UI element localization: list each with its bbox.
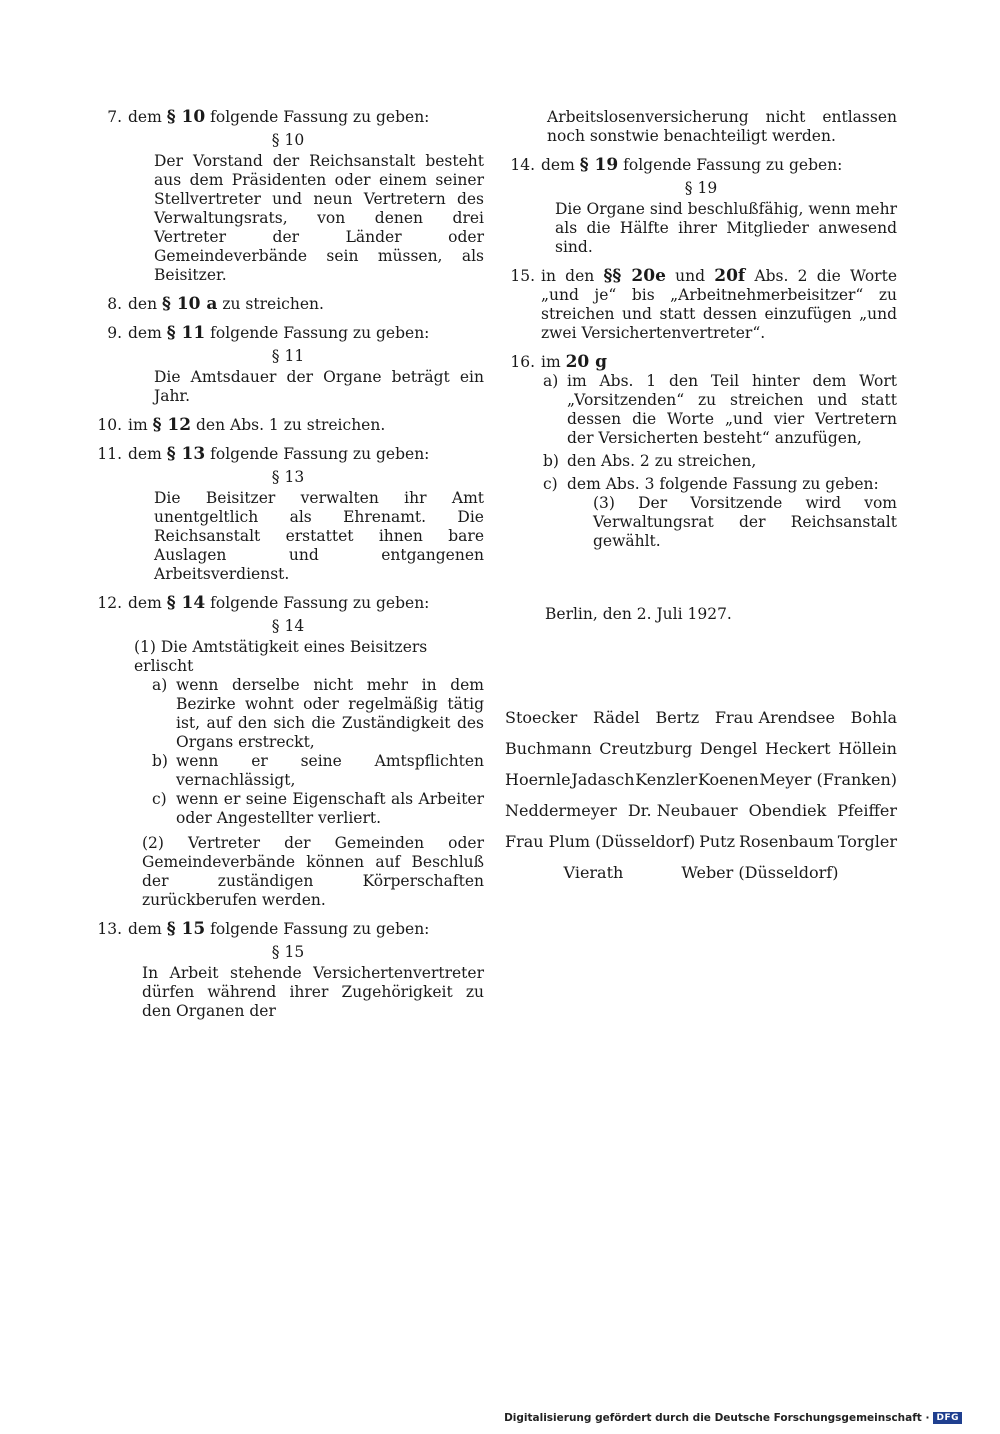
signature-name: Torgler — [837, 832, 897, 851]
heading-pre: dem — [128, 594, 162, 612]
item-16 — [505, 353, 897, 551]
paragraph-ref: § 19 — [579, 155, 619, 175]
sub-text: dem Abs. 3 folgende Fassung zu geben: — [567, 475, 879, 493]
heading-post: den Abs. 1 zu streichen. — [196, 416, 386, 434]
signature-name: Frau Arendsee — [714, 708, 835, 727]
signature-row — [505, 770, 897, 789]
item-13-heading — [92, 920, 484, 939]
heading-post: folgende Fassung zu geben: — [623, 156, 843, 174]
item-number: 14. — [510, 156, 535, 174]
item-number: 7. — [107, 108, 122, 126]
item-number: 10. — [97, 416, 122, 434]
signature-name: Neddermeyer — [505, 801, 617, 820]
paragraph-ref: §§ 20e — [603, 266, 666, 286]
paragraph-ref: § 10 — [166, 107, 206, 127]
sub-item-a — [543, 372, 897, 448]
sub-text: im Abs. 1 den Teil hinter dem Wort „Vorsitzenden“ zu streichen und statt dessen die Worte „und vier Vertretern der Versicherten besteht“ anzufügen, — [567, 372, 897, 447]
absatz-1: (1) Die Amtstätigkeit eines Beisitzers erlischt — [134, 638, 428, 675]
paragraph-ref: § 13 — [166, 444, 206, 464]
signature-block — [505, 708, 897, 882]
heading-post: folgende Fassung zu geben: — [210, 445, 430, 463]
footer-credit — [504, 1412, 962, 1424]
item-number: 9. — [107, 324, 122, 342]
place-date: Berlin, den 2. Juli 1927. — [545, 605, 732, 623]
item-number: 15. — [510, 267, 535, 285]
signature-name: Dr. Neubauer — [627, 801, 738, 820]
item-9-heading — [92, 324, 484, 343]
paragraph-ref: § 10 a — [162, 294, 218, 314]
heading-pre: im — [128, 416, 148, 434]
sub-letter: a) — [152, 676, 168, 694]
sub-letter: a) — [543, 372, 559, 390]
heading-post: folgende Fassung zu geben: — [210, 920, 430, 938]
heading-mid: und — [675, 267, 706, 285]
absatz-3-text: (3) Der Vorsitzende wird vom Verwaltungsrat der Reichsanstalt gewählt. — [593, 494, 897, 550]
paragraph-title: § 19 — [684, 179, 718, 197]
signature-name: Vierath — [563, 863, 624, 882]
item-number: 8. — [107, 295, 122, 313]
signature-name: Bohla — [850, 708, 897, 727]
item-12-heading — [92, 594, 484, 613]
signature-name: Jadasch — [571, 770, 635, 789]
paragraph-title: § 13 — [271, 468, 305, 486]
item-15-text — [541, 267, 897, 343]
sub-text: den Abs. 2 zu streichen, — [567, 452, 757, 470]
item-7-heading — [92, 108, 484, 127]
item-number: 16. — [510, 353, 535, 371]
paragraph-body: Die Amtsdauer der Organe beträgt ein Jahr. — [154, 368, 484, 405]
paragraph-ref: § 15 — [166, 919, 206, 939]
signature-name: Pfeiffer — [837, 801, 897, 820]
signature-row — [505, 801, 897, 820]
signature-name: Frau Plum (Düsseldorf) — [505, 832, 696, 851]
item-11 — [92, 445, 484, 584]
paragraph-title: § 14 — [271, 617, 305, 635]
item-14 — [505, 156, 897, 257]
signature-name: Creutzburg — [599, 739, 693, 758]
heading-pre: dem — [128, 920, 162, 938]
signature-name: Bertz — [655, 708, 700, 727]
sub-text: wenn er seine Amtspflichten vernachlässigt, — [176, 752, 484, 789]
signature-row — [505, 708, 897, 727]
sub-item-b — [543, 452, 897, 471]
item-8-heading — [92, 295, 484, 314]
item-16-heading — [505, 353, 897, 372]
heading-pre: dem — [128, 445, 162, 463]
sub-item-c — [152, 790, 484, 828]
item-10 — [92, 416, 484, 435]
paragraph-ref: § 11 — [166, 323, 206, 343]
signature-name: Putz — [699, 832, 736, 851]
signature-name: Heckert — [764, 739, 831, 758]
paragraph-body: Die Organe sind beschlußfähig, wenn mehr als die Hälfte ihrer Mitglieder anwesend sind. — [555, 200, 897, 256]
signature-name: Rosenbaum — [738, 832, 834, 851]
paragraph-ref-2: 20f — [714, 266, 746, 286]
heading-pre: dem — [128, 324, 162, 342]
signature-name: Kenzler — [635, 770, 698, 789]
item-7 — [92, 108, 484, 285]
item-number: 12. — [97, 594, 122, 612]
left-column — [92, 108, 484, 1031]
paragraph-ref: 20 g — [565, 352, 608, 372]
right-column — [505, 108, 897, 894]
paragraph-body: In Arbeit stehende Versichertenvertreter dürfen während ihrer Zugehörigkeit zu den Organen der — [142, 964, 484, 1020]
paragraph-title: § 11 — [271, 347, 305, 365]
item-number: 11. — [97, 445, 122, 463]
heading-post: folgende Fassung zu geben: — [210, 324, 430, 342]
sub-item-a — [152, 676, 484, 752]
sub-item-b — [152, 752, 484, 790]
sub-letter: b) — [543, 452, 559, 470]
sub-letter: c) — [543, 475, 558, 493]
paragraph-title: § 10 — [271, 131, 305, 149]
sub-text: wenn er seine Eigenschaft als Arbeiter oder Angestellter verliert. — [176, 790, 484, 827]
sub-letter: b) — [152, 752, 168, 770]
signature-name: Weber (Düsseldorf) — [681, 863, 839, 882]
heading-pre: im — [541, 353, 561, 371]
signature-row — [505, 739, 897, 758]
heading-pre: dem — [541, 156, 575, 174]
item-9 — [92, 324, 484, 406]
signature-name: Koenen — [697, 770, 759, 789]
signature-name: Meyer (Franken) — [759, 770, 897, 789]
item-number: 13. — [97, 920, 122, 938]
item-15-heading — [505, 267, 897, 343]
heading-pre: in den — [541, 267, 595, 285]
item-13 — [92, 920, 484, 1021]
heading-pre: dem — [128, 108, 162, 126]
heading-pre: den — [128, 295, 158, 313]
heading-post: folgende Fassung zu geben: — [210, 108, 430, 126]
signature-row — [505, 863, 897, 882]
signature-name: Obendiek — [748, 801, 827, 820]
heading-post: Abs. 2 die Worte „und je“ bis „Arbeitnehmerbeisitzer“ zu streichen und statt dessen einzufügen „und zwei Versichertenvertreter“. — [541, 267, 897, 342]
sub-letter: c) — [152, 790, 167, 808]
signature-name: Buchmann — [505, 739, 592, 758]
item-12 — [92, 594, 484, 910]
item-10-heading — [92, 416, 484, 435]
signature-name: Rädel — [592, 708, 640, 727]
signature-name: Stoecker — [505, 708, 578, 727]
heading-post: folgende Fassung zu geben: — [210, 594, 430, 612]
sub-text: wenn derselbe nicht mehr in dem Bezirke wohnt oder regelmäßig tätig ist, auf den sich die Zuständigkeit des Organs erstreckt, — [176, 676, 484, 751]
paragraph-body: Die Beisitzer verwalten ihr Amt unentgeltlich als Ehrenamt. Die Reichsanstalt erstattet ihnen bare Auslagen und entgangenen Arbeitsverdienst. — [154, 489, 484, 583]
item-8 — [92, 295, 484, 314]
sub-item-c — [543, 475, 897, 494]
footer-text: Digitalisierung gefördert durch die Deutsche Forschungsgemeinschaft · — [504, 1412, 930, 1424]
continued-text: Arbeitslosenversicherung nicht entlassen noch sonstwie benachteiligt werden. — [547, 108, 897, 145]
paragraph-ref: § 14 — [166, 593, 206, 613]
item-11-heading — [92, 445, 484, 464]
heading-post: zu streichen. — [222, 295, 324, 313]
item-15 — [505, 267, 897, 343]
paragraph-title: § 15 — [271, 943, 305, 961]
signature-name: Dengel — [699, 739, 758, 758]
item-14-heading — [505, 156, 897, 175]
paragraph-ref: § 12 — [152, 415, 192, 435]
paragraph-body: Der Vorstand der Reichsanstalt besteht aus dem Präsidenten oder einem seiner Stellvertreter und neun Vertretern des Verwaltungsrats, von denen drei Vertreter der Länder oder Gemeindeverbände sein müssen, als Beisitzer. — [154, 152, 484, 284]
signature-name: Höllein — [838, 739, 897, 758]
signature-row — [505, 832, 897, 851]
dfg-logo-icon: DFG — [933, 1412, 962, 1424]
signature-name: Hoernle — [505, 770, 571, 789]
absatz-2: (2) Vertreter der Gemeinden oder Gemeindeverbände können auf Beschluß der zuständigen Körperschaften zurückberufen werden. — [142, 834, 484, 909]
